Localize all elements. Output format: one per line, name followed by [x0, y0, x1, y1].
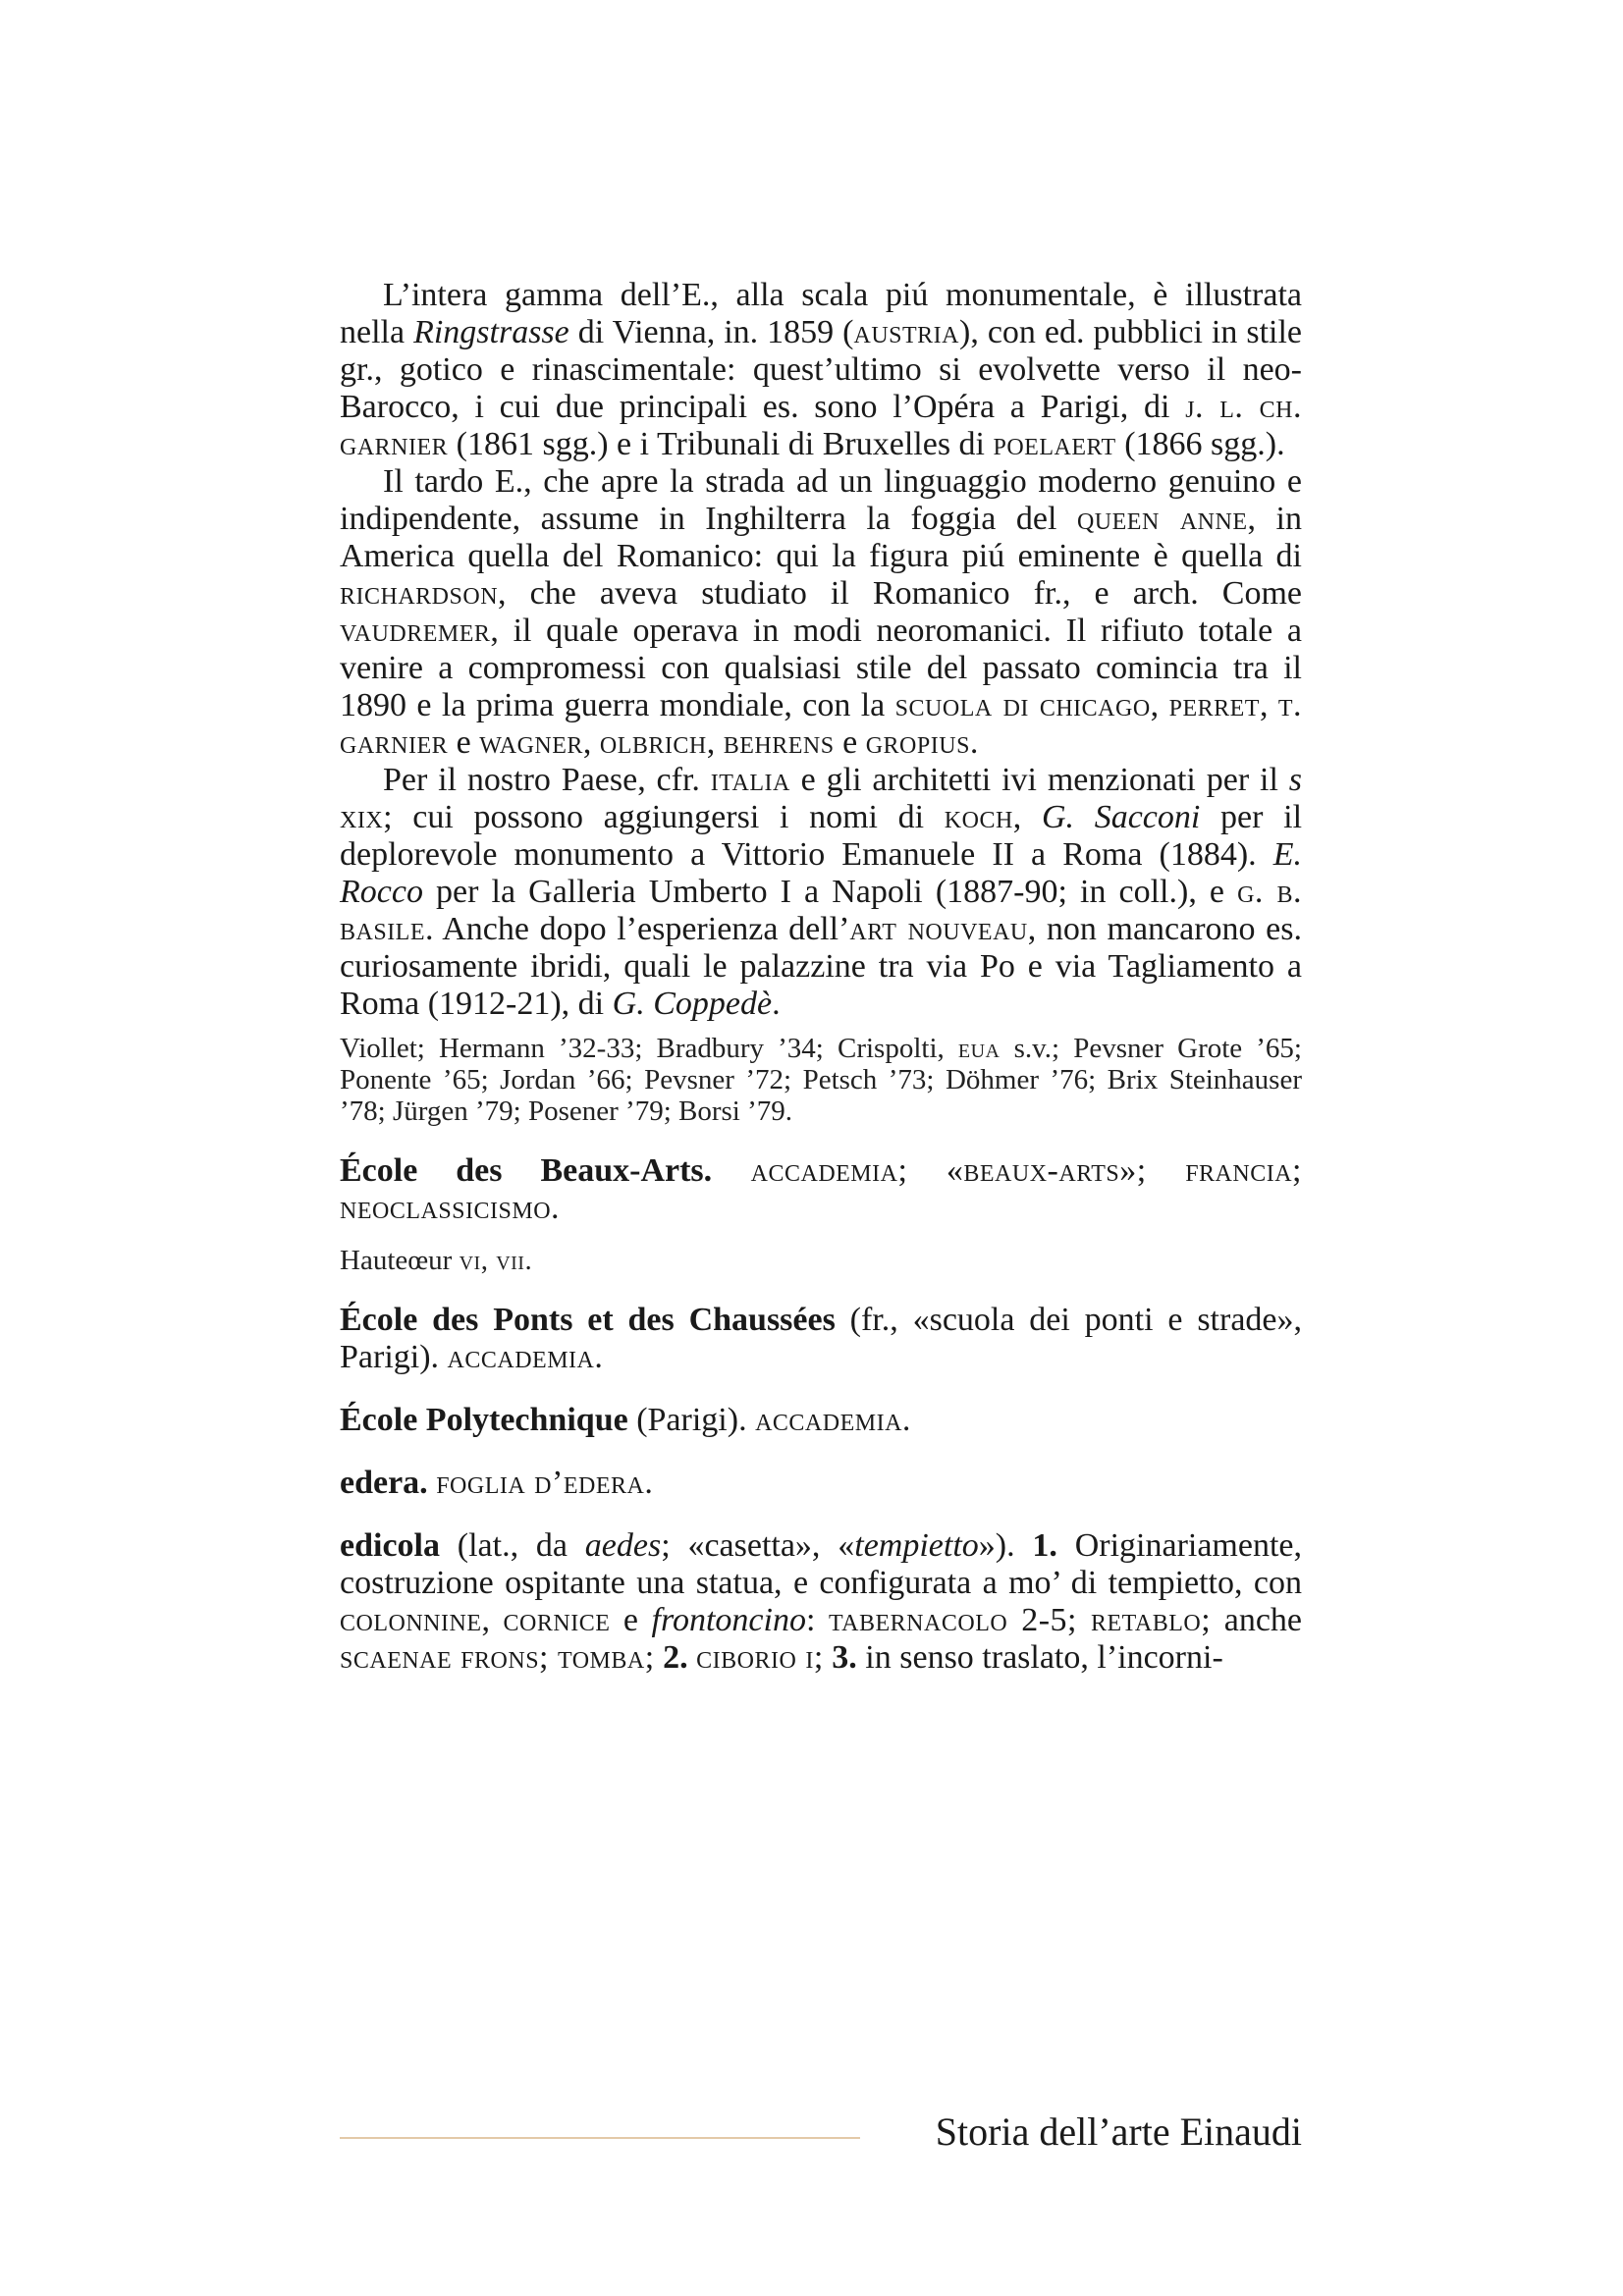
entry-edicola: edicola (lat., da aedes; «casetta», «tempietto»). 1. Originariamente, costruzione ospitante una statua, e configurata a mo’ di tempietto, con colonnine, cornice e frontoncino: tabernacolo 2-5; retablo; anche scaenae frons; tomba; 2. ciborio i; 3. in senso traslato, l’incorni- [340, 1527, 1303, 1676]
entry-ecole-beaux-arts: École des Beaux-Arts. accademia; «beaux-arts»; francia; neoclassicismo. [340, 1152, 1302, 1226]
footer-title: Storia dell’arte Einaudi [935, 2109, 1302, 2154]
document-page [340, 277, 1302, 1677]
entry-ecole-ponts: École des Ponts et des Chaussées (fr., «scuola dei ponti e strade», Parigi). accademia. [340, 1302, 1302, 1375]
headword: edera. [340, 1465, 428, 1501]
bibliography-references: Viollet; Hermann ’32-33; Bradbury ’34; Crispolti, eua s.v.; Pevsner Grote ’65; Ponente ’65; Jordan ’66; Pevsner ’72; Petsch ’73; Döhmer ’76; Brix Steinhauser ’78; Jürgen ’79; Posener ’79; Borsi ’79. [340, 1033, 1302, 1127]
footer-rule [340, 2137, 860, 2139]
headword: École Polytechnique [340, 1402, 628, 1438]
entry-ecole-polytechnique: École Polytechnique (Parigi). accademia. [340, 1402, 911, 1438]
entry-beaux-arts-refs: Hauteœur vi, vii. [340, 1245, 533, 1276]
headword: École des Ponts et des Chaussées [340, 1302, 836, 1338]
headword: edicola [340, 1527, 440, 1564]
paragraph-late-eclecticism: Il tardo E., che apre la strada ad un linguaggio moderno genuino e indipendente, assume in Inghilterra la foggia del queen anne, in America quella del Romanico: qui la figura piú eminente è quella di richardson, che aveva studiato il Romanico fr., e arch. Come vaudremer, il quale operava in modi neoromanici. Il rifiuto totale a venire a compromessi con qualsiasi stile del passato comincia tra il 1890 e la prima guerra mondiale, con la scuola di chicago, perret, t. garnier e wagner, olbrich, behrens e gropius. [340, 463, 1303, 761]
entry-edera: edera. foglia d’edera. [340, 1465, 654, 1501]
headword: École des Beaux-Arts. [340, 1152, 713, 1189]
paragraph-italy: Per il nostro Paese, cfr. italia e gli architetti ivi menzionati per il s xix; cui possono aggiungersi i nomi di koch, G. Sacconi per il deplorevole monumento a Vittorio Emanuele II a Roma (1884). E. Rocco per la Galleria Umberto I a Napoli (1887-90; in coll.), e g. b. basile. Anche dopo l’esperienza dell’art nouveau, non mancarono es. curiosamente ibridi, quali le palazzine tra via Po e via Tagliamento a Roma (1912-21), di G. Coppedè. [340, 762, 1303, 1022]
page-footer [340, 2109, 1302, 2158]
paragraph-vienna: L’intera gamma dell’E., alla scala piú monumentale, è illustrata nella Ringstrasse di Vienna, in. 1859 (austria), con ed. pubblici in stile gr., gotico e rinascimentale: quest’ultimo si evolvette verso il neo-Barocco, i cui due principali es. sono l’Opéra a Parigi, di j. l. ch. garnier (1861 sgg.) e i Tribunali di Bruxelles di poelaert (1866 sgg.). [340, 277, 1303, 462]
